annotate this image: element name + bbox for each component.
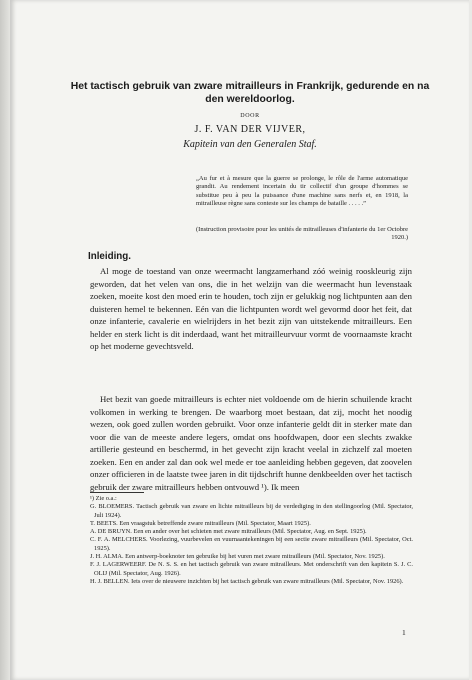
paragraph-text: Al moge de toestand van onze weermacht langzamerhand zóó weinig rooskleurig zijn geworden, dat het velen van ons, die in het welzijn van die weermacht hun levenstaak zoeken, moeite kost den moed erin te houden, toch zijn er gelukkig nog lichtpunten aan den duisteren hemel te bekennen. Eén van die lichtpunten wordt wel gevormd door het feit, dat onze infanterie, cavalerie en wielrijders in het bezit zijn van uitstekende mitrailleurs. Een helder en sterk licht is dit inderdaad, want het mitrailleurvuur vormt de voornaamste kracht op het moderne gevechtsveld. — [90, 266, 412, 351]
byline-prefix: DOOR — [240, 113, 260, 119]
section-heading: Inleiding. — [88, 251, 131, 262]
footnote: G. BLOEMERS. Tactisch gebruik van zware en lichte mitrailleurs bij de verdediging in den stellingoorlog (Mil. Spectator, Juli 1924). — [90, 503, 413, 519]
document-page — [10, 0, 469, 680]
footnote-divider — [90, 492, 144, 493]
page-gutter-shadow — [0, 0, 10, 680]
paragraph — [90, 393, 412, 493]
footnote: H. J. BELLEN. Iets over de nieuwere inzichten bij het tactisch gebruik van zware mitrailleurs (Mil. Spectator, Nov. 1926). — [90, 577, 404, 585]
author-name: J. F. VAN DER VIJVER, — [194, 124, 306, 135]
footnote: C. F. A. MELCHERS. Voorlezing, vuurbevelen en vuurnaantekeningen bij een sectie zware mitrailleurs (Mil. Spectator, Oct. 1925). — [90, 536, 413, 552]
footnote: F. J. LAGERWEERF. De N. S. S. en het tactisch gebruik van zware mitrailleurs. Met onderschrift van den kapitein S. J. C. OLIJ (Mil. Spectator, Aug. 1926). — [90, 561, 413, 577]
paragraph — [90, 265, 412, 353]
paragraph-text: Het bezit van goede mitrailleurs is echter niet voldoende om de hierin schuilende kracht volkomen in werking te brengen. De waarborg moet bestaan, dat zij, mocht het noodig wezen, ook goed zullen worden gebruikt. Voor onze infanterie geldt dit in sterker mate dan voor die van de meeste andere legers, omdat ons hoofdwapen, door een slechts zwakke artillerie gesteund en beschermd, in het gevecht zijn kracht veelal in zichzelf zal moeten zoeken. Een en ander zal dan ook wel mede er toe aanleiding hebben gegeven, dat zoovelen onzer officieren in de laatste twee jaren in dit tijdschrift hunne denkbeelden over het tactisch gebruik der zware mitrailleurs hebben ontvouwd ¹). Ik meen — [90, 394, 412, 492]
article-title: Het tactisch gebruik van zware mitrailleurs in Frankrijk, gedurende en na den wereldoorlog. — [70, 81, 430, 105]
footnote: A. DE BRUYN. Een en ander over het schieten met zware mitrailleurs (Mil. Spectator, Aug. en Sept. 1925). — [90, 528, 367, 536]
footnote: T. BEETS. Een vraagstuk betreffende zware mitrailleurs (Mil. Spectator, Maart 1925). — [90, 519, 311, 527]
epigraph-source: (Instruction provisoire pour les unités de mitrailleuses d'infanterie du 1er Octobre 1920.) — [196, 226, 408, 242]
footnote: ¹) Zie o.a.: — [90, 495, 117, 502]
page-number: 1 — [402, 628, 406, 637]
author-rank: Kapitein van den Generalen Staf. — [183, 139, 317, 150]
footnotes — [90, 495, 413, 586]
footnote: J. H. ALMA. Een antwerp-boeknoter ten gebruike bij het vuren met zware mitrailleurs (Mil. Spectator, Nov. 1925). — [90, 553, 385, 561]
epigraph-quote: „Au fur et à mesure que la guerre se prolonge, le rôle de l'arme automatique grandit. Au rendement incertain du tir collectif d'un groupe d'hommes se substitue peu à peu la puissance d'une machine sans nerfs et, en 1918, la mitrailleuse règne sans conteste sur les champs de bataille . . . . .” — [196, 175, 408, 207]
